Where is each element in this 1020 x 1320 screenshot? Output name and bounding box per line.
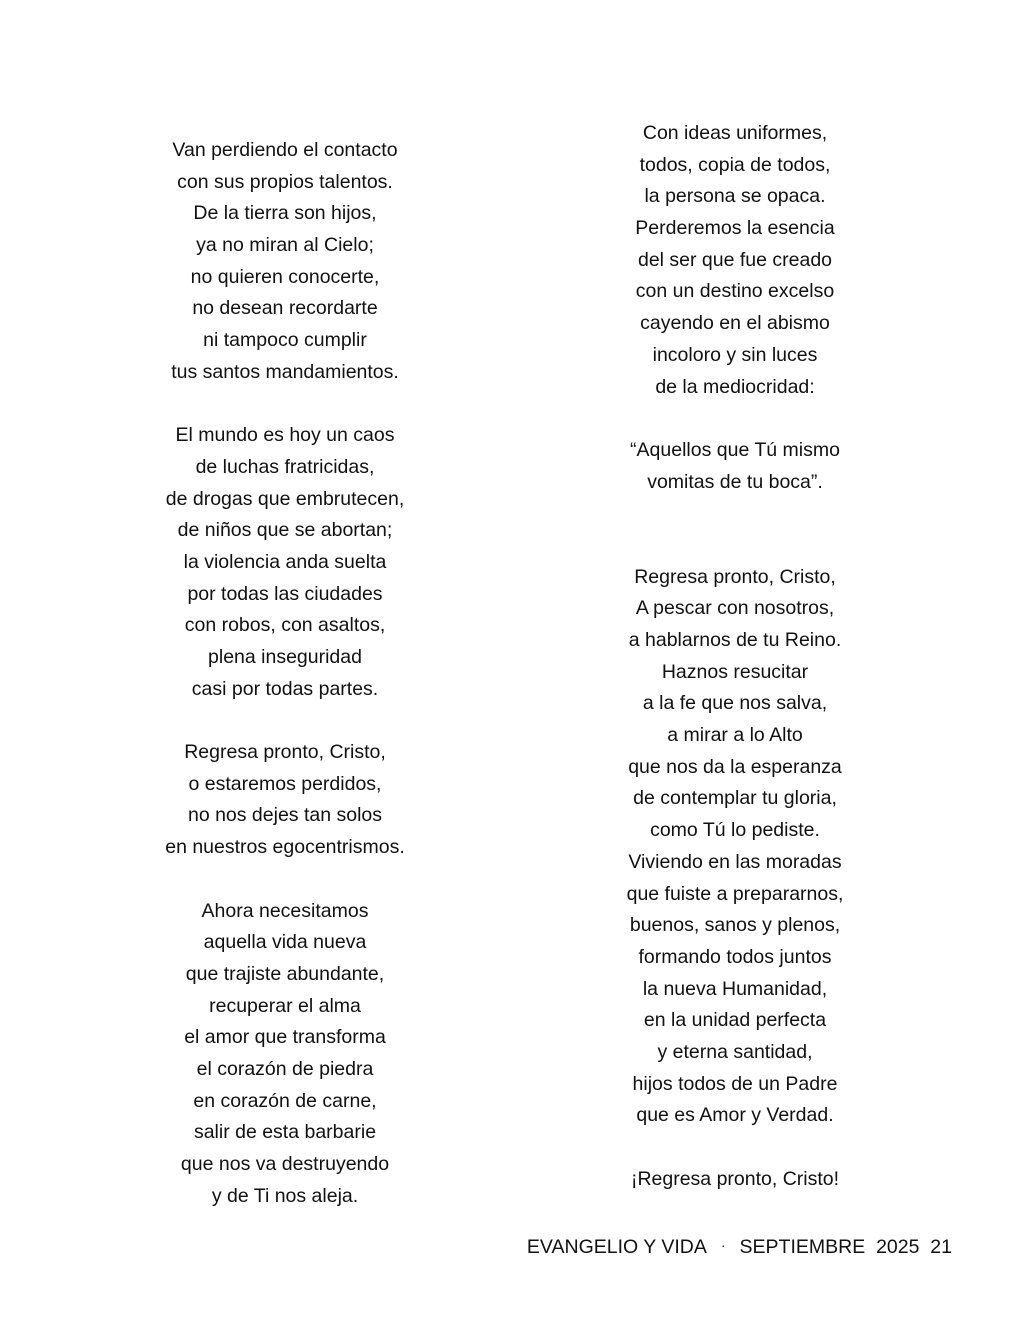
poem-line: Regresa pronto, Cristo, [184,741,386,764]
stanza-break [140,705,430,737]
poem-line: que es Amor y Verdad. [636,1104,834,1127]
poem-line: De la tierra son hijos, [193,202,377,225]
poem-line: la persona se opaca. [644,185,826,208]
footer-publication: EVANGELIO Y VIDA [526,1236,707,1258]
poem-line: y de Ti nos aleja. [211,1184,359,1207]
footer-month: SEPTIEMBRE [739,1236,866,1258]
poem-line: Con ideas uniformes, [642,122,828,144]
poem-line: aquella vida nueva [203,931,367,954]
poem-line: no desean recordarte [192,297,378,320]
poem-line: o estaremos perdidos, [188,772,382,795]
poem-line: en la unidad perfecta [643,1009,827,1032]
footer-year: 2025 [876,1236,920,1258]
page-footer [527,1236,952,1259]
poem-line: vomitas de tu boca”. [647,470,823,493]
poem-line: salir de esta barbarie [193,1121,377,1144]
poem-line: que fuiste a prepararnos, [626,882,844,905]
poem-line: del ser que fue creado [637,248,833,271]
poem-line: A pescar con nosotros, [635,597,835,620]
poem-line: ¡Regresa pronto, Cristo! [630,1167,840,1190]
poem-left-column [140,135,430,1212]
poem-line: El mundo es hoy un caos [175,424,395,447]
poem-line: plena inseguridad [208,646,362,668]
poem-line: Regresa pronto, Cristo, [634,565,836,588]
poem-line: a la fe que nos salva, [642,692,828,715]
poem-line: hijos todos de un Padre [632,1072,838,1095]
poem-line: con robos, con asaltos, [184,614,386,637]
stanza-break [140,864,430,896]
stanza-break [590,403,880,435]
poem-line: que nos va destruyendo [180,1153,390,1175]
poem-line: a mirar a lo Alto [667,724,803,747]
poem-line: el amor que transforma [184,1026,386,1049]
poem-line: de luchas fratricidas, [195,455,375,478]
poem-line: Van perdiendo el contacto [172,139,398,161]
poem-line: en nuestros egocentrismos. [165,836,405,859]
poem-line: de la mediocridad: [655,375,815,398]
footer-separator: · [720,1237,726,1253]
poem-line: incoloro y sin luces [652,343,818,366]
poem-line: de contemplar tu gloria, [633,787,837,810]
poem-line: que trajiste abundante, [185,962,385,985]
poem-line: la violencia anda suelta [183,550,387,573]
poem-line: cayendo en el abismo [640,312,830,335]
poem-right-column [590,118,880,1195]
stanza-break [140,389,430,421]
poem-line: a hablarnos de tu Reino. [628,629,842,652]
poem-line: en corazón de carne, [193,1089,377,1112]
poem-line: recuperar el alma [209,994,361,1017]
poem-line: ya no miran al Cielo; [196,234,374,257]
poem-line: con un destino excelso [635,280,835,303]
poem-line: todos, copia de todos, [639,153,831,176]
poem-line: ni tampoco cumplir [203,329,367,352]
poem-line: Haznos resucitar [661,660,809,683]
stanza-break [590,498,880,561]
poem-line: buenos, sanos y plenos, [629,914,841,937]
poem-line: tus santos mandamientos. [171,360,399,383]
poem-line: casi por todas partes. [191,677,379,700]
poem-line: de niños que se abortan; [177,519,393,542]
poem-line: Perderemos la esencia [635,217,835,240]
poem-line: como Tú lo pediste. [650,819,820,842]
poem-line: Viviendo en las moradas [628,850,842,873]
stanza-break [590,1132,880,1164]
poem-line: formando todos juntos [638,945,832,968]
poem-line: “Aquellos que Tú mismo [630,438,840,461]
footer-page-number: 21 [930,1236,952,1258]
poem-line: y eterna santidad, [657,1040,813,1063]
poem-line: que nos da la esperanza [628,755,842,778]
poem-line: con sus propios talentos. [177,170,393,193]
poem-line: por todas las ciudades [187,582,383,605]
poem-line: Ahora necesitamos [201,899,369,922]
poem-line: la nueva Humanidad, [642,977,828,1000]
poem-line: no nos dejes tan solos [187,804,383,827]
poem-line: de drogas que embrutecen, [165,487,405,510]
poem-line: no quieren conocerte, [190,265,380,288]
poem-line: el corazón de piedra [196,1057,374,1080]
